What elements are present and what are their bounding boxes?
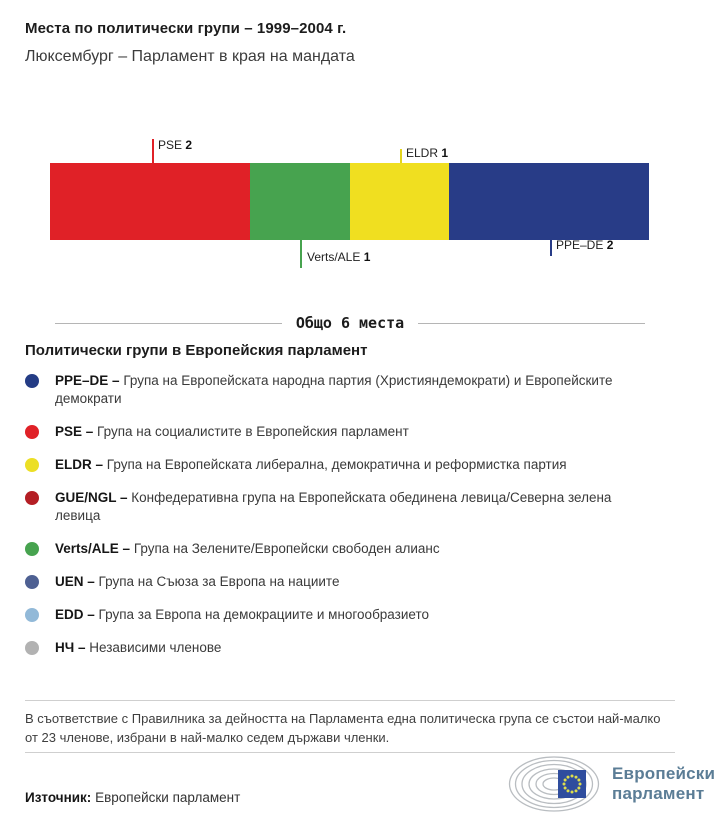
legend-desc: Независими членове — [89, 640, 222, 655]
legend-abbr: GUE/NGL – — [55, 490, 128, 505]
logo-line1: Европейски — [612, 764, 715, 783]
legend-desc: Група за Европа на демокрациите и многообразието — [98, 607, 429, 622]
callout-line-pse — [152, 139, 154, 163]
hemicycle-flag-icon — [508, 756, 604, 812]
legend-item-ppe-de — [25, 372, 665, 408]
legend-desc: Конфедеративна група на Европейската обединена левица/Северна зелена левица — [55, 490, 612, 523]
bar-segment-verts-ale — [250, 163, 350, 240]
legend-abbr: PPE–DE – — [55, 373, 120, 388]
footnote: В съответствие с Правилника за дейността на Парламента една политическа група се състои най-малко от 23 членове, избрани в най-малко седем държави членки. — [25, 711, 661, 745]
legend-heading: Политически групи в Европейския парламент — [25, 342, 368, 359]
legend-item-uen — [25, 573, 665, 591]
source-label: Източник: — [25, 790, 92, 805]
logo-wordmark — [612, 764, 715, 804]
callout-verts-value: 1 — [363, 250, 371, 264]
legend-dot-ppe-de — [25, 374, 39, 388]
callout-ppe-name: PPE–DE — [556, 238, 604, 252]
legend-desc: Група на Зелените/Европейски свободен алианс — [133, 541, 440, 556]
legend-abbr: НЧ – — [55, 640, 86, 655]
callout-eldr-value: 1 — [441, 146, 449, 160]
logo-line2: парламент — [612, 784, 705, 803]
callout-pse-name: PSE — [158, 138, 183, 152]
bar-segment-ppe-de — [449, 163, 649, 240]
legend-abbr: ELDR – — [55, 457, 104, 472]
legend-abbr: Verts/ALE – — [55, 541, 131, 556]
legend-item-nch — [25, 639, 665, 657]
european-parliament-logo — [508, 756, 715, 812]
callout-pse-value: 2 — [185, 138, 193, 152]
callout-verts-name: Verts/ALE — [307, 250, 361, 264]
legend-item-eldr — [25, 456, 665, 474]
callout-label-verts-ale — [307, 250, 370, 264]
legend-dot-nch — [25, 641, 39, 655]
bar-segment-eldr — [350, 163, 450, 240]
total-seats-label: Общо 6 места — [295, 314, 405, 332]
source-value: Европейски парламент — [95, 790, 241, 805]
page-title: Места по политически групи – 1999–2004 г. — [25, 20, 347, 37]
total-divider — [55, 314, 645, 332]
legend-dot-edd — [25, 608, 39, 622]
legend-desc: Група на Европейската народна партия (Християндемократи) и Европейските демократи — [55, 373, 613, 406]
legend-desc: Група на Европейската либерална, демократична и реформистка партия — [106, 457, 567, 472]
legend-dot-uen — [25, 575, 39, 589]
legend-dot-eldr — [25, 458, 39, 472]
legend-dot-gue-ngl — [25, 491, 39, 505]
legend — [25, 372, 665, 672]
callout-line-ppe-de — [550, 240, 552, 256]
divider-rule-top — [25, 700, 675, 701]
callout-line-verts-ale — [300, 240, 302, 268]
legend-abbr: PSE – — [55, 424, 94, 439]
legend-item-edd — [25, 606, 665, 624]
seats-bar — [50, 163, 649, 240]
divider-line-right — [418, 323, 645, 324]
callout-eldr-name: ELDR — [406, 146, 439, 160]
callout-ppe-value: 2 — [606, 238, 614, 252]
legend-dot-pse — [25, 425, 39, 439]
callout-label-ppe-de — [556, 238, 613, 252]
legend-desc: Група на Съюза за Европа на нациите — [98, 574, 340, 589]
legend-abbr: UEN – — [55, 574, 95, 589]
legend-item-gue-ngl — [25, 489, 665, 525]
callout-line-eldr — [400, 149, 402, 163]
source-line — [25, 790, 240, 805]
legend-desc: Група на социалистите в Европейския парламент — [97, 424, 409, 439]
divider-line-left — [55, 323, 282, 324]
page-subtitle: Люксембург – Парламент в края на мандата — [25, 48, 355, 65]
legend-item-verts-ale — [25, 540, 665, 558]
legend-abbr: EDD – — [55, 607, 95, 622]
callout-label-eldr — [406, 146, 448, 160]
callout-label-pse — [158, 138, 192, 152]
eu-flag — [558, 770, 586, 798]
divider-rule-bottom — [25, 752, 675, 753]
bar-segment-pse — [50, 163, 250, 240]
legend-item-pse — [25, 423, 665, 441]
legend-dot-verts-ale — [25, 542, 39, 556]
